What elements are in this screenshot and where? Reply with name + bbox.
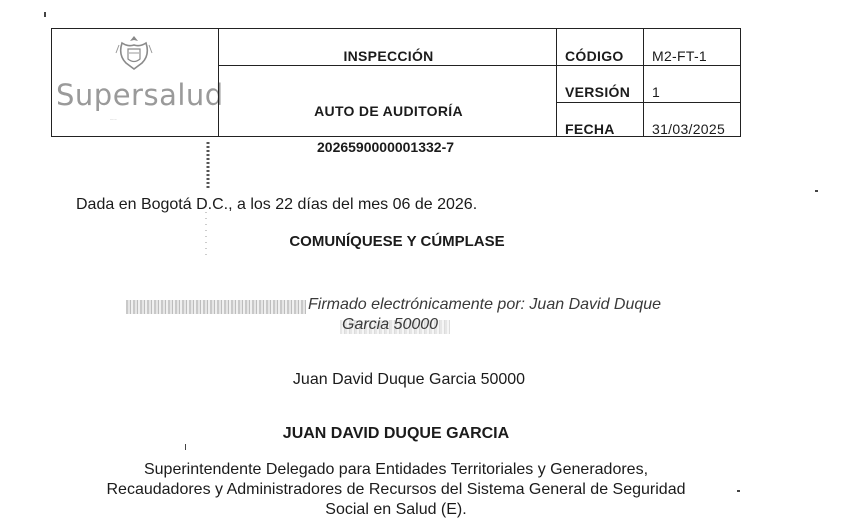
signer-role-line-2: Recaudadores y Administradores de Recursos del Sistema General de Seguridad [106, 481, 686, 498]
logo-wordmark: Supersalud [56, 78, 224, 112]
codigo-value: M2-FT-1 [652, 48, 707, 64]
logo-small-caption: ...... [110, 116, 117, 121]
scan-speck [185, 444, 186, 450]
coat-of-arms-icon [114, 33, 154, 73]
fecha-label-cell [556, 102, 644, 137]
codigo-value-cell [643, 28, 741, 66]
dated-line: Dada en Bogotá D.C., a los 22 días del mes 06 de 2026. [76, 196, 478, 213]
fecha-value: 31/03/2025 [652, 121, 726, 137]
fecha-label: FECHA [565, 121, 615, 137]
electronic-signature [126, 296, 692, 336]
document-header-table [51, 28, 741, 137]
closing-statement: COMUNÍQUESE Y CÚMPLASE [289, 233, 505, 250]
signer-role-line-3: Social en Salud (E). [325, 501, 467, 518]
scan-speck [44, 12, 46, 17]
title-cell [218, 28, 557, 66]
page-title: INSPECCIÓN [343, 48, 434, 64]
version-label-cell [556, 65, 644, 103]
codigo-label-cell [556, 28, 644, 66]
signature-text-line-1: Firmado electrónicamente por: Juan David Duque [308, 296, 662, 313]
signature-text-line-2: Garcia 50000 [342, 316, 439, 333]
radicado-number: 2026590000001332-7 [317, 139, 455, 155]
version-value-cell [643, 65, 741, 103]
fecha-value-cell [643, 102, 741, 137]
document-subtitle: AUTO DE AUDITORÍA [314, 103, 463, 119]
codigo-label: CÓDIGO [565, 48, 624, 64]
version-label: VERSIÓN [565, 84, 631, 100]
signer-role-line-1: Superintendente Delegado para Entidades Territoriales y Generadores, [143, 461, 649, 478]
subtitle-cell [218, 65, 557, 137]
scan-speck [815, 190, 818, 192]
signature-stamp-noise [126, 300, 306, 314]
signer-plain-name: Juan David Duque Garcia 50000 [292, 371, 526, 388]
logo-cell [51, 28, 224, 137]
signer-name: JUAN DAVID DUQUE GARCIA [282, 425, 510, 442]
version-value: 1 [652, 84, 661, 100]
